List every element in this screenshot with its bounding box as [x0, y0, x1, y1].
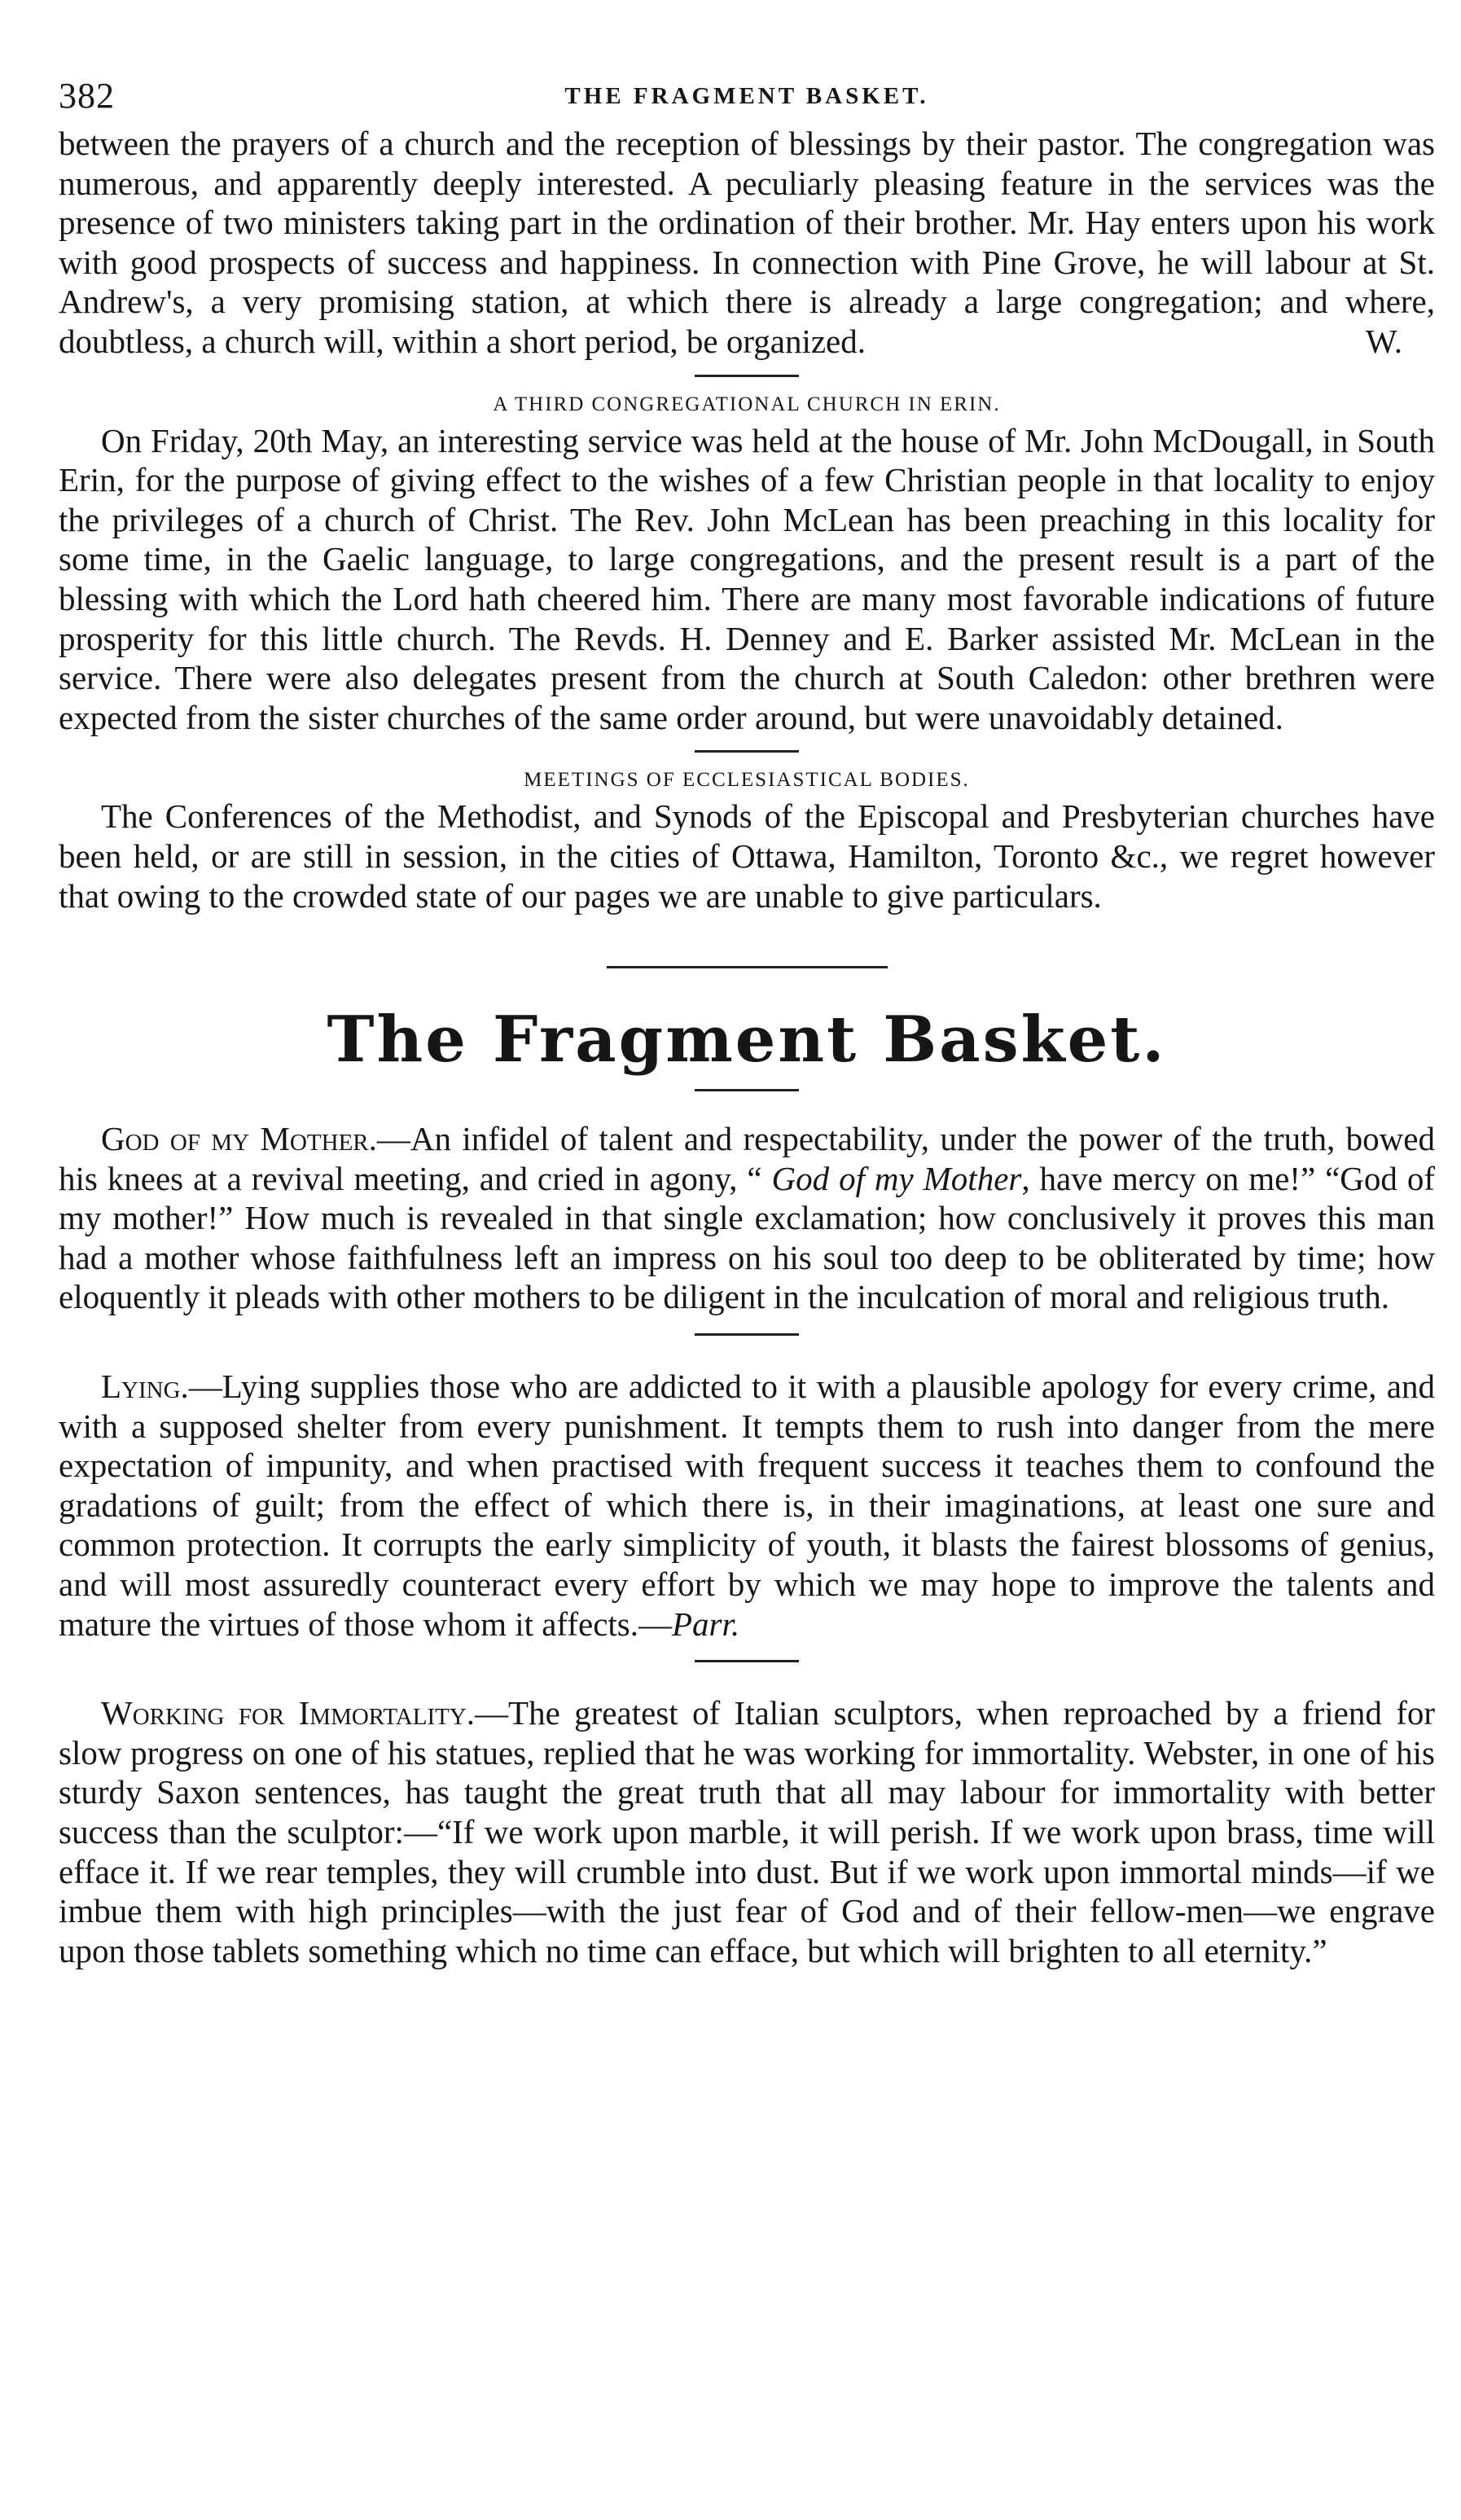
fragment-item-text: , have mercy on me!” “God of my mother!” How much is revealed in that single exclamation; how conclusively it proves this man had a mother whose faithfulness left an impress on his soul too deep to be obliterated by time; how eloquently it pleads with other mothers to be diligent in the inculcation of moral and religious truth. — [59, 1159, 1435, 1316]
third-church-paragraph: On Friday, 20th May, an interesting service was held at the house of Mr. John McDougall, in South Erin, for the purpose of giving effect to the wishes of a few Christian people in that locality to enjoy the privileges of a church of Christ. The Rev. John McLean has been preaching in this locality for some time, in the Gaelic language, to large congregations, and the present result is a part of the blessing with which the Lord hath cheered him. There are many most favorable indications of future prosperity for this little church. The Revds. H. Denney and E. Barker assisted Mr. McLean in the service. There were also delegates present from the church at South Caledon: other brethren were expected from the sister churches of the same order around, but were unavoidably detained. — [59, 421, 1435, 736]
meetings-paragraph: The Conferences of the Methodist, and Synods of the Episcopal and Presbyterian churches have been held, or are still in session, in the cities of Ottawa, Hamilton, Toronto &c., we regret however that owing to the crowded state of our pages we are unable to give particulars. — [59, 797, 1435, 915]
article-signature: W. — [1365, 322, 1402, 360]
continued-article-text: between the prayers of a church and the reception of blessings by their pastor. The congregation was numerous, and apparently deeply interested. A peculiarly pleasing feature in the services was the presence of two ministers taking part in the ordination of their brother. Mr. Hay enters upon his work with good prospects of success and happiness. In connection with Pine Grove, he will labour at St. Andrew's, a very promising station, at which there is already a large congregation; and where, doubtless, a church will, within a short period, be organized. — [59, 125, 1435, 360]
fragment-item-lead-in: Lying. — [101, 1368, 189, 1406]
page-number: 382 — [59, 76, 115, 116]
running-head — [59, 72, 1435, 121]
continued-article-paragraph — [59, 124, 1435, 362]
fragment-item-god-of-my-mother — [59, 1119, 1435, 1317]
fragment-basket-title: The Fragment Basket. — [327, 1003, 1167, 1078]
fragment-item-lying — [59, 1367, 1435, 1644]
fragment-item-working-for-immortality — [59, 1693, 1435, 1970]
fragment-item-attribution: Parr. — [672, 1605, 740, 1643]
fragment-item-text: —The greatest of Italian sculptors, when reproached by a friend for slow progress on one of his statues, replied that he was working for immortality. Webster, in one of his sturdy Saxon sentences, has taught the great truth that all may labour for immortality with better success than the sculptor:—“If we work upon marble, it will perish. If we work upon brass, time will efface it. If we rear temples, they will crumble into dust. But if we work upon immortal minds—if we imbue them with high principles—with the just fear of God and of their fellow-men—we engrave upon those tablets something which no time can efface, but which will brighten to all eternity.” — [59, 1694, 1436, 1969]
meetings-heading: MEETINGS OF ECCLESIASTICAL BODIES. — [524, 769, 970, 792]
third-church-heading: A THIRD CONGREGATIONAL CHURCH IN ERIN. — [493, 393, 1001, 415]
fragment-item-text: —Lying supplies those who are addicted to it with a plausible apology for every crime, and with a supposed shelter from every punishment. It tempts them to rush into danger from the mere expectation of impunity, and when practised with frequent success it teaches them to confound the gradations of guilt; from the effect of which there is, in their imaginations, at least one sure and common protection. It corrupts the early simplicity of youth, it blasts the fairest blossoms of genius, and will most assuredly counteract every effort by which we may hope to improve the talents and mature the virtues of those whom it affects.— — [59, 1368, 1435, 1643]
book-page — [59, 72, 1435, 1970]
fragment-item-emphasis: God of my Mother — [771, 1159, 1022, 1197]
fragment-item-lead-in: God of my Mother. — [101, 1120, 377, 1158]
fragment-item-text: —An infidel of talent and respectability, under the power of the truth, bowed his knees at a revival meeting, and cried in agony, “ — [59, 1120, 1435, 1197]
running-title: THE FRAGMENT BASKET. — [564, 83, 929, 109]
fragment-item-lead-in: Working for Immortality. — [101, 1694, 476, 1732]
